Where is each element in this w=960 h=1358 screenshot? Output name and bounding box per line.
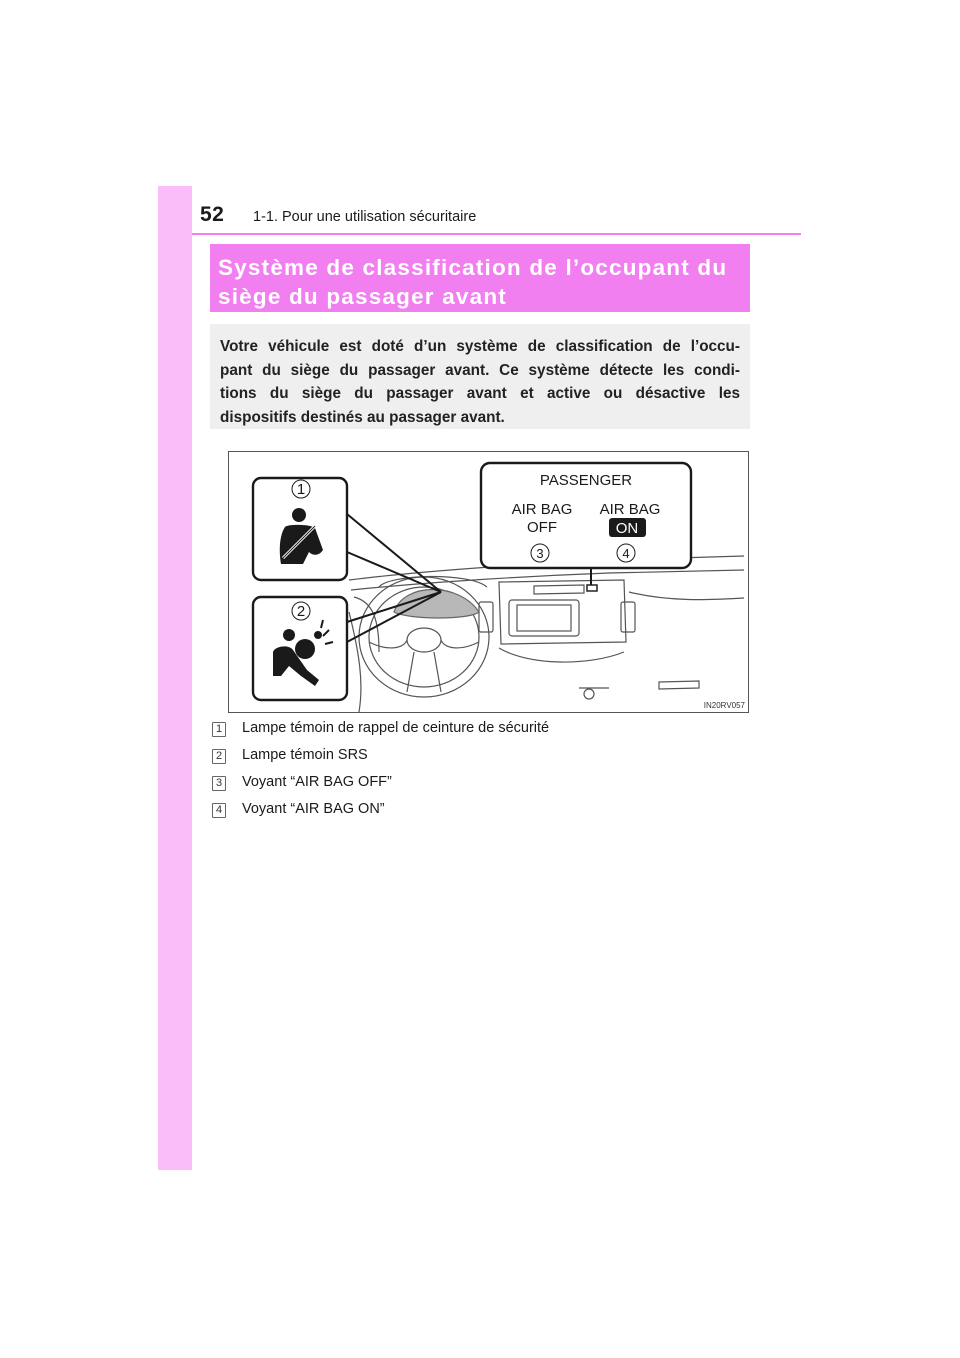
intro-box	[210, 324, 750, 429]
section-title-line-2: siège du passager avant	[218, 284, 507, 309]
legend-number: 1	[212, 722, 226, 737]
callout-number-3: 3	[536, 546, 544, 561]
legend-number: 4	[212, 803, 226, 818]
side-band	[158, 186, 192, 1170]
dashboard-illustration	[228, 451, 749, 713]
callout-number-1: 1	[296, 481, 306, 498]
legend-number: 3	[212, 776, 226, 791]
running-header: 1-1. Pour une utilisation sécuritaire	[253, 209, 477, 225]
intro-line-2: pant du siège du passager avant. Ce système détecte les condi-	[220, 361, 740, 379]
callout-number-2: 2	[296, 603, 306, 620]
status-indicator-location	[587, 585, 597, 591]
dashboard-drawing	[229, 452, 749, 713]
airbag-off-label-line-2: OFF	[527, 519, 557, 536]
airbag-on-label-line-2: ON	[615, 520, 639, 537]
page-number: 52	[200, 203, 225, 226]
legend-number: 2	[212, 749, 226, 764]
airbag-off-label-line-1: AIR BAG	[511, 501, 573, 518]
section-title	[210, 244, 750, 312]
legend-text: Lampe témoin SRS	[242, 747, 368, 763]
legend-text: Voyant “AIR BAG ON”	[242, 801, 385, 817]
header-rule	[192, 233, 801, 235]
intro-line-1: Votre véhicule est doté d’un système de classification de l’occu-	[220, 338, 740, 355]
legend-text: Lampe témoin de rappel de ceinture de sécurité	[242, 720, 550, 736]
intro-line-3: tions du siège du passager avant et active ou désactive les	[220, 385, 740, 402]
callout-number-4: 4	[622, 546, 630, 561]
airbag-on-label-line-1: AIR BAG	[599, 501, 661, 518]
legend-text: Voyant “AIR BAG OFF”	[242, 774, 392, 790]
passenger-label: PASSENGER	[539, 472, 633, 489]
image-code: IN20RV057	[703, 701, 745, 710]
section-title-line-1: Système de classification de l’occupant du	[218, 255, 728, 280]
dashboard-outline	[349, 556, 744, 712]
intro-line-4: dispositifs destinés au passager avant.	[220, 408, 505, 426]
